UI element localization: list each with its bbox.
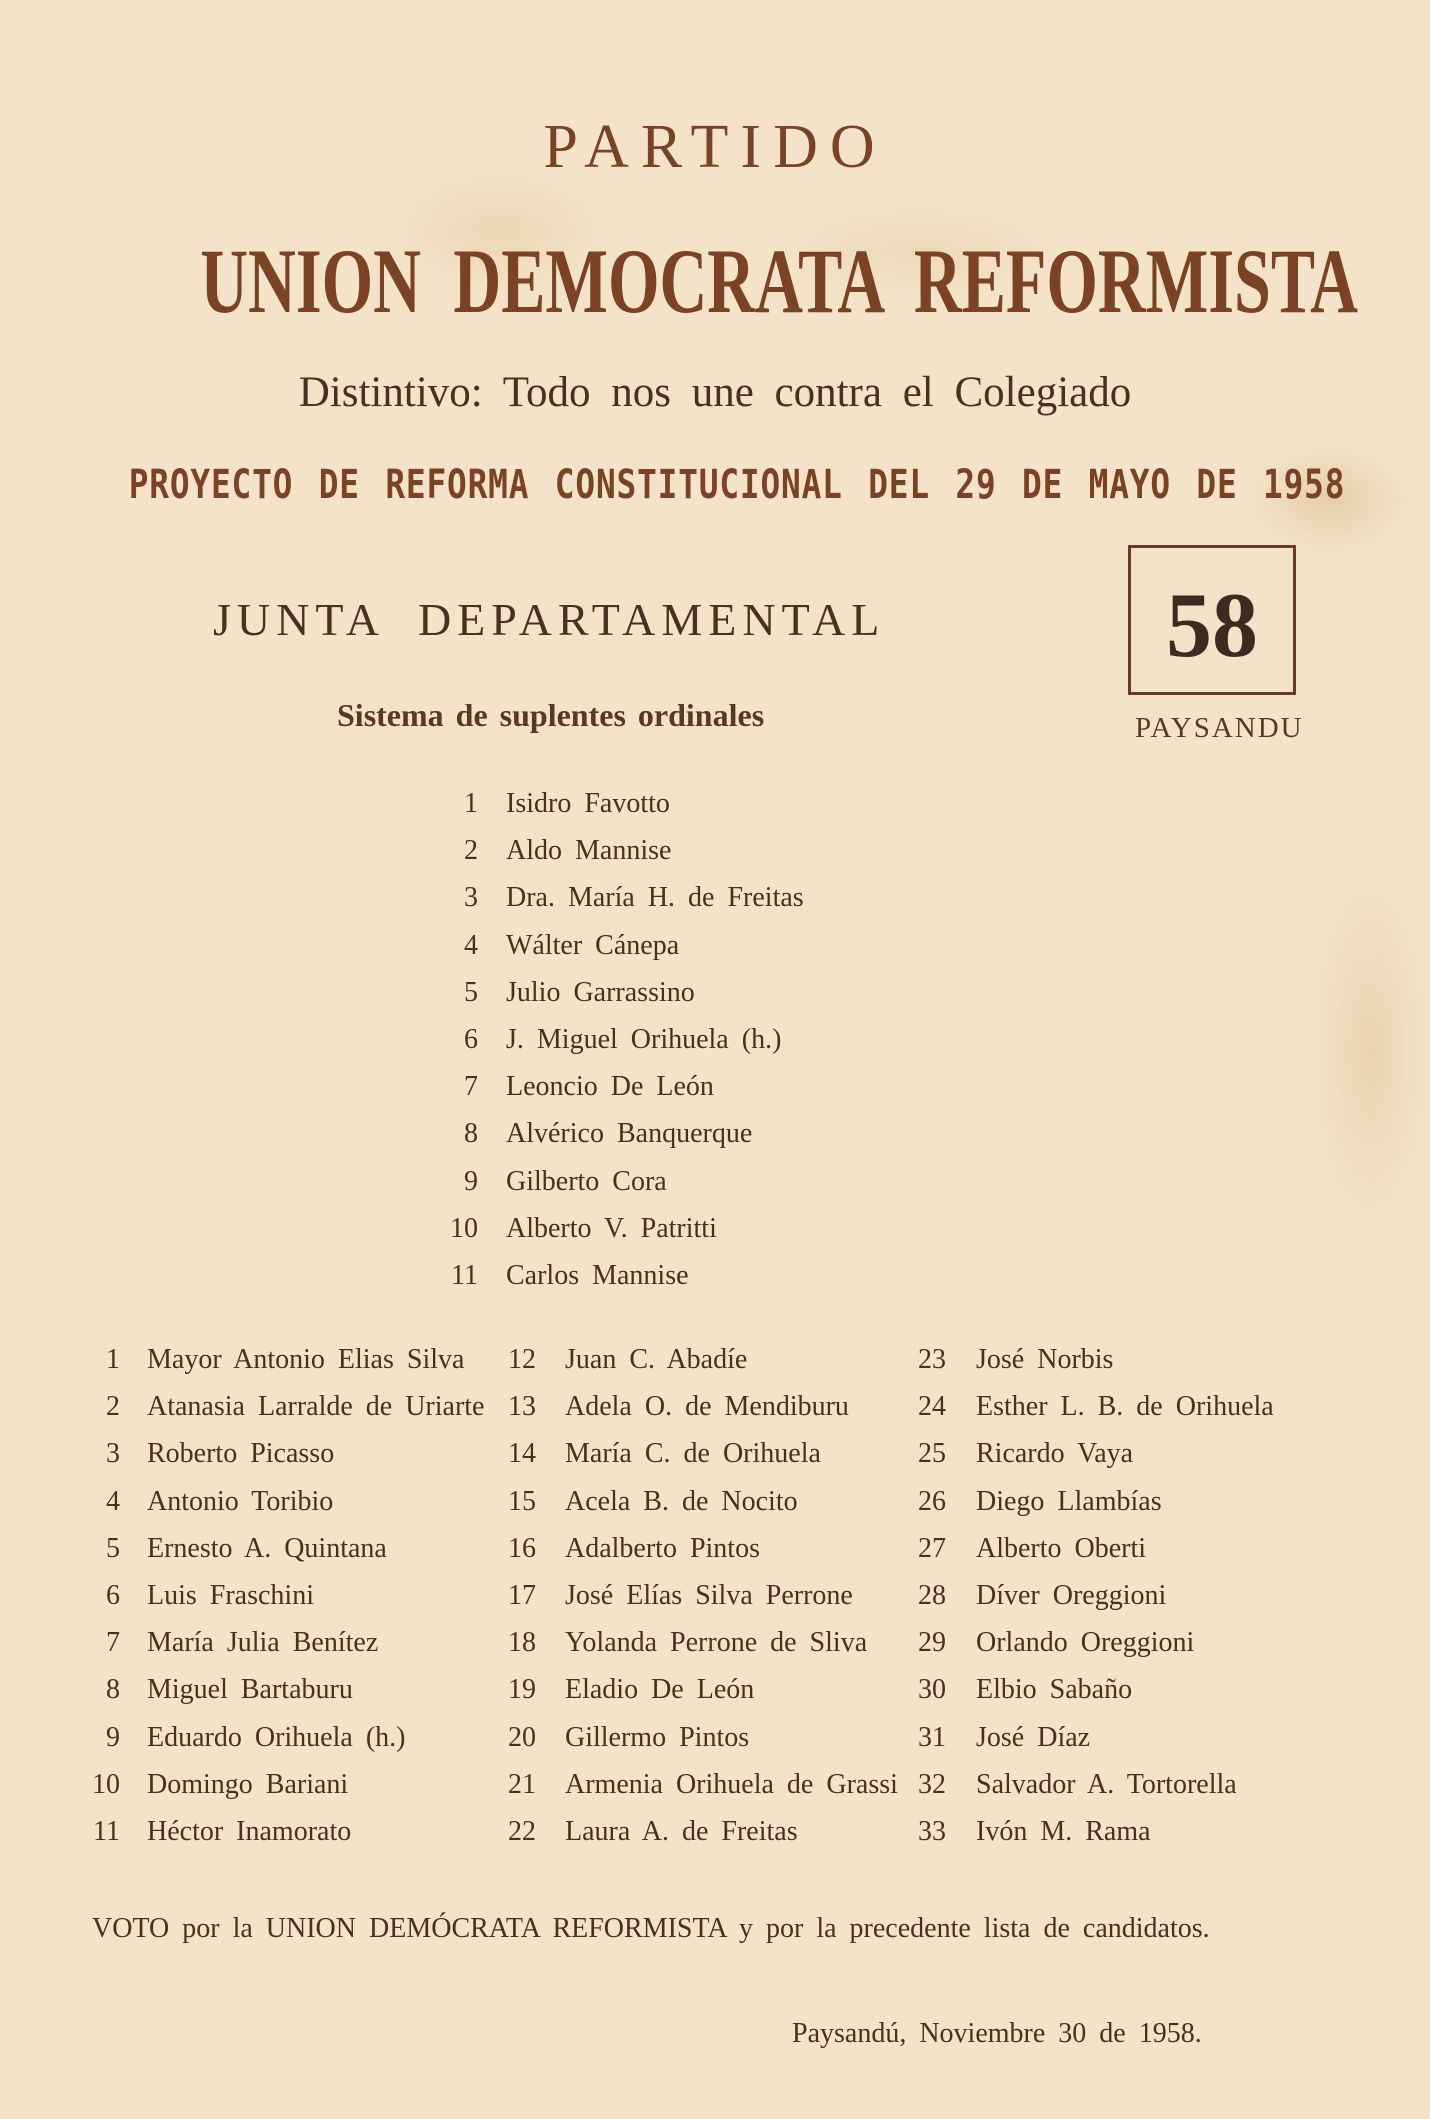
candidate-number: 2 [106,1391,120,1422]
suplente-name: Leoncio De León [506,1071,714,1102]
candidate-number: 25 [918,1438,946,1469]
suplente-number: 2 [464,835,478,866]
partido-heading: PARTIDO [543,113,887,181]
sistema-subtitle: Sistema de suplentes ordinales [337,697,765,733]
junta-title: JUNTA DEPARTAMENTAL [213,594,886,645]
candidate-number: 1 [106,1344,120,1375]
candidate-name: Díver Oreggioni [976,1580,1167,1611]
department-label: PAYSANDU [1135,712,1304,744]
candidate-name: Héctor Inamorato [147,1816,352,1847]
candidate-name: Ernesto A. Quintana [147,1533,387,1564]
candidate-name: Roberto Picasso [147,1438,335,1469]
candidate-number: 17 [508,1580,536,1611]
date-line: Paysandú, Noviembre 30 de 1958. [792,2018,1202,2049]
candidate-number: 26 [918,1486,946,1517]
suplente-name: Aldo Mannise [506,835,672,866]
candidate-name: Ricardo Vaya [976,1438,1134,1469]
party-name-heading: UNION DEMOCRATA REFORMISTA [200,230,1358,332]
suplente-name: Julio Garrassino [506,977,695,1008]
candidate-number: 22 [508,1816,536,1847]
distintivo-line: Distintivo: Todo nos une contra el Colegiado [298,369,1132,416]
suplente-number: 10 [450,1213,478,1244]
candidate-name: Miguel Bartaburu [147,1674,353,1705]
candidate-number: 15 [508,1486,536,1517]
candidate-number: 20 [508,1722,536,1753]
candidate-name: Antonio Toribio [147,1486,334,1517]
candidate-number: 11 [93,1816,120,1847]
candidate-number: 28 [918,1580,946,1611]
candidate-number: 29 [918,1627,946,1658]
list-number: 58 [1166,574,1258,676]
suplente-number: 8 [464,1118,478,1149]
candidate-name: Ivón M. Rama [976,1816,1151,1847]
candidate-name: José Elías Silva Perrone [565,1580,853,1611]
candidate-number: 21 [508,1769,536,1800]
candidate-number: 18 [508,1627,536,1658]
candidate-name: Acela B. de Nocito [565,1486,798,1517]
candidate-name: Laura A. de Freitas [565,1816,798,1847]
candidate-name: Adela O. de Mendiburu [565,1391,849,1422]
candidate-number: 10 [92,1769,120,1800]
candidate-name: Eduardo Orihuela (h.) [147,1722,406,1753]
candidate-number: 4 [106,1486,120,1517]
candidate-number: 16 [508,1533,536,1564]
candidate-number: 32 [918,1769,946,1800]
candidate-number: 31 [918,1722,946,1753]
candidate-number: 12 [508,1344,536,1375]
suplente-number: 11 [451,1260,478,1291]
candidate-name: Diego Llambías [976,1486,1162,1517]
candidate-number: 8 [106,1674,120,1705]
candidate-name: Armenia Orihuela de Grassi [565,1769,898,1800]
candidate-number: 7 [106,1627,120,1658]
suplente-number: 9 [464,1166,478,1197]
candidate-name: Adalberto Pintos [565,1533,760,1564]
candidate-name: María Julia Benítez [147,1627,379,1658]
suplente-name: Wálter Cánepa [506,930,680,961]
candidate-number: 14 [508,1438,536,1469]
candidate-number: 6 [106,1580,120,1611]
candidate-number: 13 [508,1391,536,1422]
candidate-name: Salvador A. Tortorella [976,1769,1237,1800]
candidate-name: Atanasia Larralde de Uriarte [147,1391,485,1422]
candidate-name: María C. de Orihuela [565,1438,821,1469]
candidate-name: Gillermo Pintos [565,1722,750,1753]
candidate-name: Alberto Oberti [976,1533,1147,1564]
suplente-name: Isidro Favotto [506,788,670,819]
suplente-number: 5 [464,977,478,1008]
candidate-name: Domingo Bariani [147,1769,349,1800]
candidate-name: Eladio De León [565,1674,755,1705]
candidate-number: 3 [106,1438,120,1469]
suplente-number: 3 [464,882,478,913]
candidate-number: 5 [106,1533,120,1564]
suplente-name: Gilberto Cora [506,1166,667,1197]
suplente-name: Alberto V. Patritti [506,1213,717,1244]
candidate-name: José Díaz [976,1722,1091,1753]
suplente-name: Alvérico Banquerque [506,1118,753,1149]
candidate-name: Luis Fraschini [147,1580,314,1611]
suplente-number: 4 [464,930,478,961]
candidate-name: Esther L. B. de Orihuela [976,1391,1274,1422]
suplente-number: 6 [464,1024,478,1055]
candidate-name: Orlando Oreggioni [976,1627,1195,1658]
suplente-number: 1 [464,788,478,819]
candidate-number: 19 [508,1674,536,1705]
suplente-name: Carlos Mannise [506,1260,689,1291]
candidate-number: 23 [918,1344,946,1375]
candidate-number: 24 [918,1391,946,1422]
candidate-name: José Norbis [976,1344,1114,1375]
candidate-name: Juan C. Abadíe [565,1344,748,1375]
candidate-name: Elbio Sabaño [976,1674,1133,1705]
candidate-name: Mayor Antonio Elias Silva [147,1344,465,1375]
suplente-number: 7 [464,1071,478,1102]
candidate-number: 9 [106,1722,120,1753]
candidate-number: 30 [918,1674,946,1705]
candidate-name: Yolanda Perrone de Sliva [565,1627,868,1658]
candidate-number: 33 [918,1816,946,1847]
candidate-number: 27 [918,1533,946,1564]
voto-statement: VOTO por la UNION DEMÓCRATA REFORMISTA y por la precedente lista de candidatos. [92,1913,1210,1944]
suplente-name: Dra. María H. de Freitas [506,882,804,913]
list-number-box [1128,545,1296,695]
suplente-name: J. Miguel Orihuela (h.) [506,1024,782,1055]
proyecto-line: PROYECTO DE REFORMA CONSTITUCIONAL DEL 29 DE MAYO DE 1958 [128,462,1346,508]
